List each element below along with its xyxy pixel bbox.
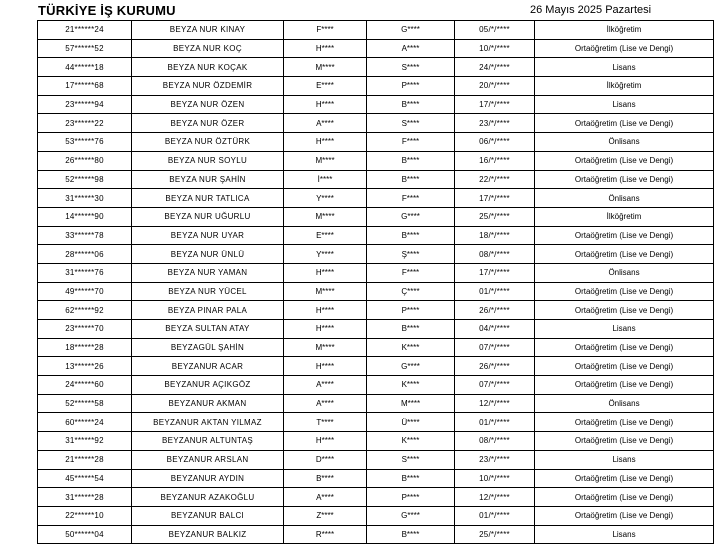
id-number-cell: 52******58 xyxy=(38,394,132,413)
education-level-cell: Ortaöğretim (Lise ve Dengi) xyxy=(535,226,714,245)
id-number-cell: 53******76 xyxy=(38,133,132,152)
mother-name-cell: G**** xyxy=(367,207,455,226)
education-level-cell: Önlisans xyxy=(535,394,714,413)
mother-name-cell: B**** xyxy=(367,320,455,339)
mother-name-cell: B**** xyxy=(367,226,455,245)
education-level-cell: Ortaöğretim (Lise ve Dengi) xyxy=(535,282,714,301)
mother-name-cell: G**** xyxy=(367,357,455,376)
birth-date-cell: 12/*/**** xyxy=(455,488,535,507)
father-name-cell: M**** xyxy=(284,282,367,301)
full-name-cell: BEYZA NUR UYAR xyxy=(132,226,284,245)
birth-date-cell: 25/*/**** xyxy=(455,207,535,226)
id-number-cell: 52******98 xyxy=(38,170,132,189)
father-name-cell: H**** xyxy=(284,301,367,320)
mother-name-cell: S**** xyxy=(367,58,455,77)
father-name-cell: H**** xyxy=(284,432,367,451)
father-name-cell: Y**** xyxy=(284,245,367,264)
table-row xyxy=(38,450,714,469)
id-number-cell: 57******52 xyxy=(38,39,132,58)
father-name-cell: A**** xyxy=(284,394,367,413)
father-name-cell: A**** xyxy=(284,376,367,395)
table-row xyxy=(38,114,714,133)
table-row xyxy=(38,506,714,525)
birth-date-cell: 25/*/**** xyxy=(455,525,535,544)
father-name-cell: A**** xyxy=(284,488,367,507)
full-name-cell: BEYZANUR AKMAN xyxy=(132,394,284,413)
birth-date-cell: 07/*/**** xyxy=(455,376,535,395)
organization-title: TÜRKİYE İŞ KURUMU xyxy=(38,3,176,18)
education-level-cell: Ortaöğretim (Lise ve Dengi) xyxy=(535,357,714,376)
id-number-cell: 60******24 xyxy=(38,413,132,432)
education-level-cell: Ortaöğretim (Lise ve Dengi) xyxy=(535,39,714,58)
table-row xyxy=(38,320,714,339)
full-name-cell: BEYZA NUR ÖZTÜRK xyxy=(132,133,284,152)
education-level-cell: Ortaöğretim (Lise ve Dengi) xyxy=(535,469,714,488)
full-name-cell: BEYZAGÜL ŞAHİN xyxy=(132,338,284,357)
birth-date-cell: 18/*/**** xyxy=(455,226,535,245)
full-name-cell: BEYZA SULTAN ATAY xyxy=(132,320,284,339)
mother-name-cell: B**** xyxy=(367,151,455,170)
full-name-cell: BEYZA NUR ÖZDEMİR xyxy=(132,77,284,96)
birth-date-cell: 01/*/**** xyxy=(455,413,535,432)
father-name-cell: M**** xyxy=(284,338,367,357)
mother-name-cell: Ş**** xyxy=(367,245,455,264)
full-name-cell: BEYZA NUR UĞURLU xyxy=(132,207,284,226)
id-number-cell: 18******28 xyxy=(38,338,132,357)
full-name-cell: BEYZANUR ACAR xyxy=(132,357,284,376)
mother-name-cell: S**** xyxy=(367,450,455,469)
table-row xyxy=(38,469,714,488)
full-name-cell: BEYZANUR ALTUNTAŞ xyxy=(132,432,284,451)
id-number-cell: 22******10 xyxy=(38,506,132,525)
birth-date-cell: 12/*/**** xyxy=(455,394,535,413)
mother-name-cell: B**** xyxy=(367,469,455,488)
full-name-cell: BEYZA NUR ÖZEN xyxy=(132,95,284,114)
father-name-cell: Z**** xyxy=(284,506,367,525)
full-name-cell: BEYZA NUR YÜCEL xyxy=(132,282,284,301)
table-row xyxy=(38,301,714,320)
education-level-cell: Lisans xyxy=(535,450,714,469)
full-name-cell: BEYZA NUR ŞAHİN xyxy=(132,170,284,189)
father-name-cell: E**** xyxy=(284,77,367,96)
education-level-cell: Lisans xyxy=(535,58,714,77)
id-number-cell: 45******54 xyxy=(38,469,132,488)
id-number-cell: 23******22 xyxy=(38,114,132,133)
education-level-cell: Lisans xyxy=(535,525,714,544)
id-number-cell: 13******26 xyxy=(38,357,132,376)
birth-date-cell: 16/*/**** xyxy=(455,151,535,170)
education-level-cell: Ortaöğretim (Lise ve Dengi) xyxy=(535,245,714,264)
father-name-cell: H**** xyxy=(284,357,367,376)
birth-date-cell: 08/*/**** xyxy=(455,245,535,264)
full-name-cell: BEYZANUR BALCI xyxy=(132,506,284,525)
table-row xyxy=(38,282,714,301)
father-name-cell: A**** xyxy=(284,114,367,133)
table-row xyxy=(38,432,714,451)
full-name-cell: BEYZA NUR ÖZER xyxy=(132,114,284,133)
mother-name-cell: F**** xyxy=(367,189,455,208)
father-name-cell: T**** xyxy=(284,413,367,432)
birth-date-cell: 17/*/**** xyxy=(455,263,535,282)
birth-date-cell: 04/*/**** xyxy=(455,320,535,339)
father-name-cell: H**** xyxy=(284,133,367,152)
full-name-cell: BEYZANUR AYDIN xyxy=(132,469,284,488)
full-name-cell: BEYZA PINAR PALA xyxy=(132,301,284,320)
full-name-cell: BEYZA NUR ÜNLÜ xyxy=(132,245,284,264)
education-level-cell: Ortaöğretim (Lise ve Dengi) xyxy=(535,488,714,507)
mother-name-cell: B**** xyxy=(367,525,455,544)
education-level-cell: Ortaöğretim (Lise ve Dengi) xyxy=(535,432,714,451)
birth-date-cell: 06/*/**** xyxy=(455,133,535,152)
education-level-cell: İlköğretim xyxy=(535,21,714,40)
education-level-cell: Ortaöğretim (Lise ve Dengi) xyxy=(535,114,714,133)
id-number-cell: 14******90 xyxy=(38,207,132,226)
father-name-cell: D**** xyxy=(284,450,367,469)
id-number-cell: 49******70 xyxy=(38,282,132,301)
table-row xyxy=(38,77,714,96)
father-name-cell: E**** xyxy=(284,226,367,245)
mother-name-cell: G**** xyxy=(367,506,455,525)
table-row xyxy=(38,95,714,114)
birth-date-cell: 05/*/**** xyxy=(455,21,535,40)
id-number-cell: 33******78 xyxy=(38,226,132,245)
full-name-cell: BEYZANUR AZAKOĞLU xyxy=(132,488,284,507)
id-number-cell: 31******92 xyxy=(38,432,132,451)
father-name-cell: H**** xyxy=(284,263,367,282)
father-name-cell: F**** xyxy=(284,21,367,40)
mother-name-cell: B**** xyxy=(367,95,455,114)
father-name-cell: H**** xyxy=(284,320,367,339)
table-row xyxy=(38,21,714,40)
mother-name-cell: S**** xyxy=(367,114,455,133)
birth-date-cell: 08/*/**** xyxy=(455,432,535,451)
mother-name-cell: F**** xyxy=(367,133,455,152)
full-name-cell: BEYZA NUR TATLICA xyxy=(132,189,284,208)
table-row xyxy=(38,207,714,226)
id-number-cell: 21******24 xyxy=(38,21,132,40)
id-number-cell: 31******30 xyxy=(38,189,132,208)
id-number-cell: 21******28 xyxy=(38,450,132,469)
table-row xyxy=(38,525,714,544)
full-name-cell: BEYZANUR BALKIZ xyxy=(132,525,284,544)
table-row xyxy=(38,133,714,152)
father-name-cell: M**** xyxy=(284,151,367,170)
table-row xyxy=(38,151,714,170)
id-number-cell: 26******80 xyxy=(38,151,132,170)
father-name-cell: H**** xyxy=(284,95,367,114)
education-level-cell: Önlisans xyxy=(535,263,714,282)
father-name-cell: İ**** xyxy=(284,170,367,189)
table-row xyxy=(38,394,714,413)
birth-date-cell: 26/*/**** xyxy=(455,301,535,320)
birth-date-cell: 22/*/**** xyxy=(455,170,535,189)
education-level-cell: Lisans xyxy=(535,320,714,339)
table-row xyxy=(38,170,714,189)
id-number-cell: 28******06 xyxy=(38,245,132,264)
applicant-table-body xyxy=(38,21,714,544)
father-name-cell: Y**** xyxy=(284,189,367,208)
mother-name-cell: F**** xyxy=(367,263,455,282)
birth-date-cell: 26/*/**** xyxy=(455,357,535,376)
mother-name-cell: M**** xyxy=(367,394,455,413)
birth-date-cell: 17/*/**** xyxy=(455,95,535,114)
father-name-cell: M**** xyxy=(284,58,367,77)
birth-date-cell: 01/*/**** xyxy=(455,282,535,301)
father-name-cell: M**** xyxy=(284,207,367,226)
mother-name-cell: G**** xyxy=(367,21,455,40)
education-level-cell: Ortaöğretim (Lise ve Dengi) xyxy=(535,413,714,432)
education-level-cell: Ortaöğretim (Lise ve Dengi) xyxy=(535,338,714,357)
report-date: 26 Mayıs 2025 Pazartesi xyxy=(530,4,652,16)
mother-name-cell: P**** xyxy=(367,77,455,96)
id-number-cell: 31******76 xyxy=(38,263,132,282)
table-row xyxy=(38,376,714,395)
full-name-cell: BEYZA NUR SOYLU xyxy=(132,151,284,170)
full-name-cell: BEYZA NUR YAMAN xyxy=(132,263,284,282)
birth-date-cell: 23/*/**** xyxy=(455,114,535,133)
full-name-cell: BEYZANUR AKTAN YILMAZ xyxy=(132,413,284,432)
education-level-cell: İlköğretim xyxy=(535,77,714,96)
table-row xyxy=(38,245,714,264)
page-header xyxy=(0,0,720,20)
mother-name-cell: B**** xyxy=(367,170,455,189)
table-row xyxy=(38,263,714,282)
mother-name-cell: Ü**** xyxy=(367,413,455,432)
education-level-cell: İlköğretim xyxy=(535,207,714,226)
id-number-cell: 31******28 xyxy=(38,488,132,507)
father-name-cell: B**** xyxy=(284,469,367,488)
birth-date-cell: 23/*/**** xyxy=(455,450,535,469)
mother-name-cell: K**** xyxy=(367,432,455,451)
birth-date-cell: 17/*/**** xyxy=(455,189,535,208)
id-number-cell: 44******18 xyxy=(38,58,132,77)
table-row xyxy=(38,58,714,77)
birth-date-cell: 10/*/**** xyxy=(455,39,535,58)
father-name-cell: R**** xyxy=(284,525,367,544)
education-level-cell: Lisans xyxy=(535,95,714,114)
birth-date-cell: 20/*/**** xyxy=(455,77,535,96)
mother-name-cell: K**** xyxy=(367,376,455,395)
table-row xyxy=(38,338,714,357)
education-level-cell: Ortaöğretim (Lise ve Dengi) xyxy=(535,151,714,170)
id-number-cell: 62******92 xyxy=(38,301,132,320)
id-number-cell: 17******68 xyxy=(38,77,132,96)
table-row xyxy=(38,189,714,208)
id-number-cell: 50******04 xyxy=(38,525,132,544)
education-level-cell: Önlisans xyxy=(535,189,714,208)
birth-date-cell: 01/*/**** xyxy=(455,506,535,525)
education-level-cell: Ortaöğretim (Lise ve Dengi) xyxy=(535,376,714,395)
applicant-table xyxy=(37,20,714,544)
full-name-cell: BEYZA NUR KINAY xyxy=(132,21,284,40)
birth-date-cell: 10/*/**** xyxy=(455,469,535,488)
mother-name-cell: K**** xyxy=(367,338,455,357)
full-name-cell: BEYZANUR ARSLAN xyxy=(132,450,284,469)
id-number-cell: 23******94 xyxy=(38,95,132,114)
birth-date-cell: 07/*/**** xyxy=(455,338,535,357)
education-level-cell: Önlisans xyxy=(535,133,714,152)
birth-date-cell: 24/*/**** xyxy=(455,58,535,77)
id-number-cell: 24******60 xyxy=(38,376,132,395)
full-name-cell: BEYZANUR AÇIKGÖZ xyxy=(132,376,284,395)
education-level-cell: Ortaöğretim (Lise ve Dengi) xyxy=(535,506,714,525)
education-level-cell: Ortaöğretim (Lise ve Dengi) xyxy=(535,170,714,189)
father-name-cell: H**** xyxy=(284,39,367,58)
mother-name-cell: P**** xyxy=(367,301,455,320)
mother-name-cell: Ç**** xyxy=(367,282,455,301)
full-name-cell: BEYZA NUR KOÇAK xyxy=(132,58,284,77)
mother-name-cell: A**** xyxy=(367,39,455,58)
mother-name-cell: P**** xyxy=(367,488,455,507)
education-level-cell: Ortaöğretim (Lise ve Dengi) xyxy=(535,301,714,320)
table-row xyxy=(38,488,714,507)
table-row xyxy=(38,357,714,376)
table-row xyxy=(38,39,714,58)
table-row xyxy=(38,413,714,432)
full-name-cell: BEYZA NUR KOÇ xyxy=(132,39,284,58)
table-row xyxy=(38,226,714,245)
id-number-cell: 23******70 xyxy=(38,320,132,339)
